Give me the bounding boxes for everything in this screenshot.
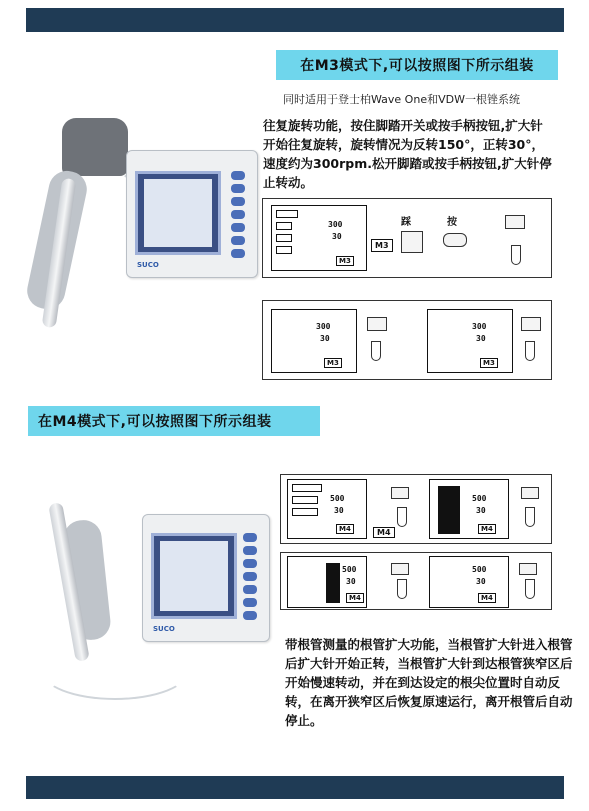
mode-indicator: M3 bbox=[336, 256, 354, 266]
press-button-label: 按 bbox=[447, 217, 457, 228]
m4-diagram-panel-2 bbox=[280, 552, 552, 610]
m3-diagram-panel-1 bbox=[262, 198, 552, 278]
mode-callout: M3 bbox=[371, 239, 393, 252]
lcd-display: 300 30 M3 bbox=[271, 309, 357, 373]
tooth-icon bbox=[397, 579, 407, 599]
tooth-icon bbox=[511, 245, 521, 265]
lcd-display: 300 30 M3 bbox=[427, 309, 513, 373]
tooth-icon bbox=[371, 341, 381, 361]
handpiece-head-icon bbox=[505, 215, 525, 229]
m3-description: 往复旋转功能，按住脚踏开关或按手柄按钮,扩大针开始往复旋转，旋转情况为反转150°，正转30°，速度约为300rpm.松开脚踏或按手柄按钮,扩大针停止转动。 bbox=[263, 118, 552, 190]
handpiece-head-icon bbox=[521, 487, 539, 499]
control-unit bbox=[142, 514, 270, 642]
mode-callout: M4 bbox=[373, 527, 395, 538]
lcd-display: 500 30 M4 bbox=[287, 479, 367, 539]
m4-section-banner: 在M4模式下,可以按照图下所示组装 bbox=[28, 406, 320, 436]
handpiece-head-icon bbox=[367, 317, 387, 331]
device-buttons bbox=[231, 171, 245, 258]
lcd-display bbox=[271, 205, 367, 271]
m4-description: 带根管测量的根管扩大功能，当根管扩大针进入根管后扩大针开始正转，当根管扩大针到达根管狭窄区后开始慢速转动，并在到达设定的根尖位置时自动反转，在离开狭窄区后恢复原速运行，离开根管后自动停止。 bbox=[285, 637, 573, 728]
tooth-icon bbox=[525, 341, 535, 361]
handpiece-head-icon bbox=[391, 487, 409, 499]
top-bar bbox=[26, 8, 564, 32]
cable bbox=[40, 640, 190, 700]
lcd-display: 500 30 M4 bbox=[287, 556, 367, 608]
tooth-icon bbox=[397, 507, 407, 527]
device-buttons bbox=[243, 533, 257, 620]
handpiece-head-icon bbox=[521, 317, 541, 331]
lcd-display: 500 30 M4 bbox=[429, 479, 509, 539]
compatibility-note: 同时适用于登士柏Wave One和VDW一根锉系统 bbox=[283, 93, 520, 106]
m3-diagram-panel-2 bbox=[262, 300, 552, 380]
handpiece-head-icon bbox=[391, 563, 409, 575]
device-brand: SUCO bbox=[137, 261, 159, 269]
press-pedal-label: 踩 bbox=[401, 217, 411, 228]
device-screen bbox=[151, 533, 237, 619]
handpiece-head-icon bbox=[519, 563, 537, 575]
m3-section-banner: 在M3模式下,可以按照图下所示组装 bbox=[276, 50, 558, 80]
bottom-bar bbox=[26, 776, 564, 799]
control-unit bbox=[126, 150, 258, 278]
speed-value: 300 bbox=[328, 220, 343, 229]
torque-value: 30 bbox=[332, 232, 342, 241]
button-icon bbox=[443, 233, 467, 247]
lcd-display: 500 30 M4 bbox=[429, 556, 509, 608]
device-brand: SUCO bbox=[153, 625, 175, 633]
m4-diagram-panel-1 bbox=[280, 474, 552, 544]
tooth-icon bbox=[525, 579, 535, 599]
device-screen bbox=[135, 171, 221, 255]
tooth-icon bbox=[525, 507, 535, 527]
pedal-icon bbox=[401, 231, 423, 253]
foot-pedal bbox=[62, 118, 128, 176]
